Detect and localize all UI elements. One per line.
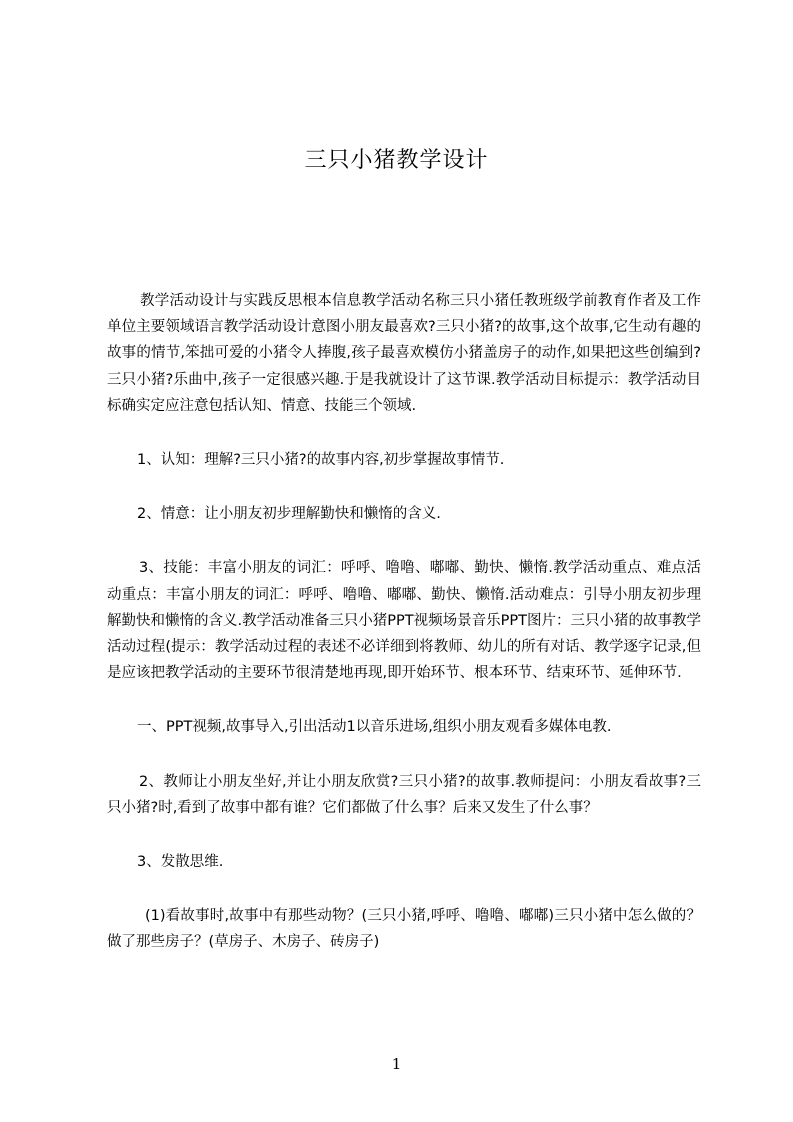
document-body (107, 288, 701, 956)
paragraph-emotion: 2、情意：让小朋友初步理解勤快和懒惰的含义. (137, 506, 441, 523)
paragraph-question-one: (1)看故事时,故事中有那些动物？(三只小猪,呼呼、噜噜、嘟嘟)三只小猪中怎么做的？做了那些房子？(草房子、木房子、砖房子) (107, 908, 701, 951)
page-number: 1 (391, 1055, 402, 1073)
document-title: 三只小猪教学设计 (304, 148, 489, 173)
paragraph-step-three: 3、发散思维. (137, 854, 224, 871)
paragraph-cognition: 1、认知：理解?三只小猪?的故事内容,初步掌握故事情节. (137, 452, 505, 469)
paragraph-step-one: 一、PPT视频,故事导入,引出活动1以音乐进场,组织小朋友观看多媒体电教. (137, 719, 612, 736)
paragraph-intro: 教学活动设计与实践反思根本信息教学活动名称三只小猪任教班级学前教育作者及工作单位主要领域语言教学活动设计意图小朋友最喜欢?三只小猪?的故事,这个故事,它生动有趣的故事的情节,笨拙可爱的小猪令人捧腹,孩子最喜欢模仿小猪盖房子的动作,如果把这些创编到?三只小猪?乐曲中,孩子一定很感兴趣.于是我就设计了这节课.教学活动目标提示：教学活动目标确实定应注意包括认知、情意、技能三个领域. (107, 293, 701, 414)
paragraph-step-two: 2、教师让小朋友坐好,并让小朋友欣赏?三只小猪?的故事.教师提问：小朋友看故事?三只小猪?时,看到了故事中都有谁？它们都做了什么事？后来又发生了什么事？ (107, 773, 701, 816)
paragraph-skills: 3、技能：丰富小朋友的词汇：呼呼、噜噜、嘟嘟、勤快、懒惰.教学活动重点、难点活动重点：丰富小朋友的词汇：呼呼、噜噜、嘟嘟、勤快、懒惰.活动难点：引导小朋友初步理解勤快和懒惰的含义.教学活动准备三只小猪PPT视频场景音乐PPT图片：三只小猪的故事教学活动过程(提示：教学活动过程的表述不必详细到将教师、幼儿的所有对话、教学逐字记录,但是应该把教学活动的主要环节很清楚地再现,即开始环节、根本环节、结束环节、延伸环节. (107, 560, 701, 682)
